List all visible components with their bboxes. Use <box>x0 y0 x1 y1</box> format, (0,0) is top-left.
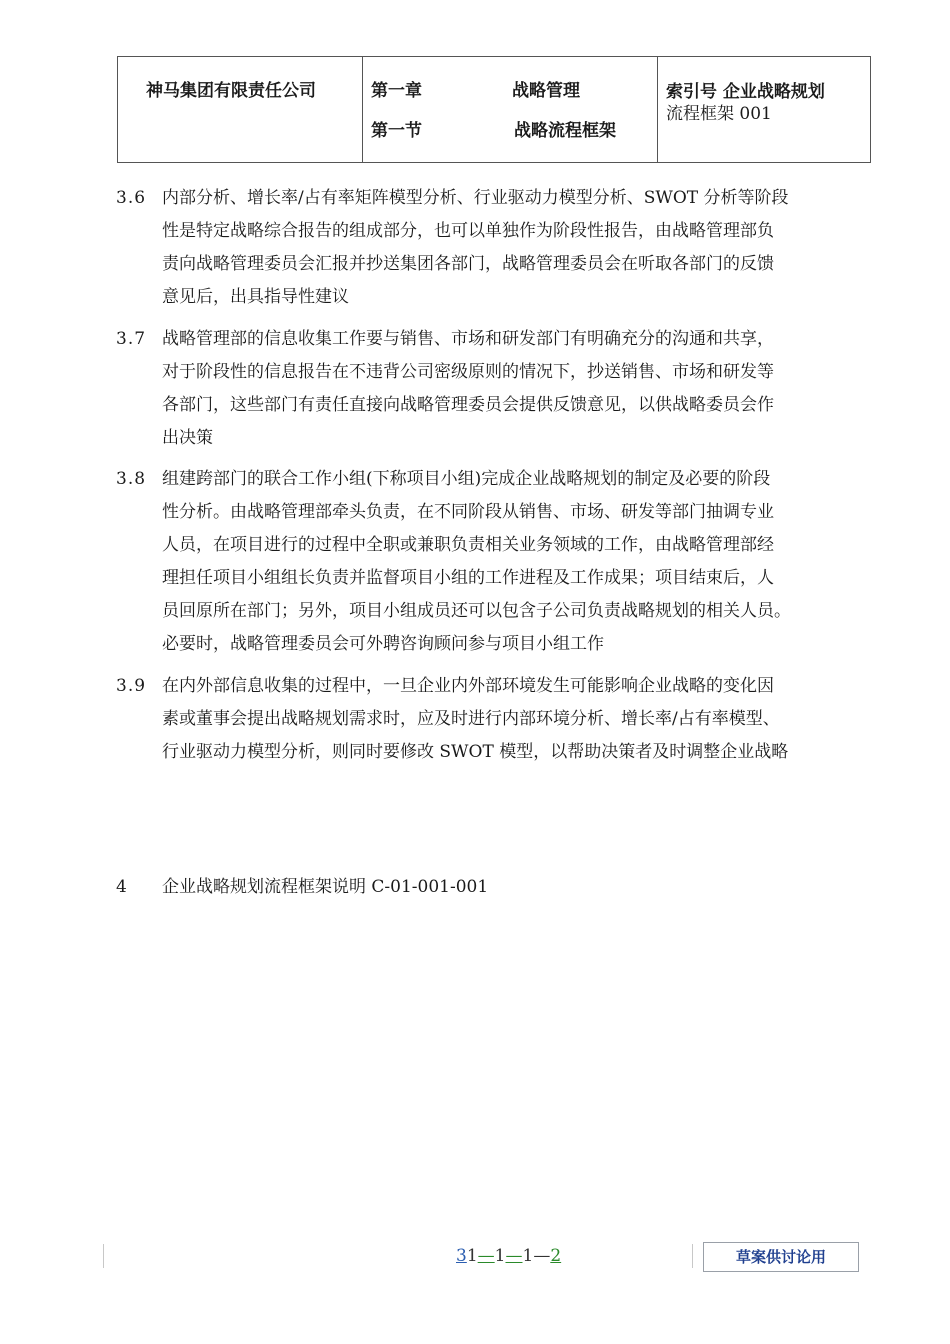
section-label: 第一节 <box>371 121 422 141</box>
paragraph-line: 战略管理部的信息收集工作要与销售、市场和研发部门有明确充分的沟通和共享， <box>162 329 774 349</box>
section-4-heading <box>116 872 488 902</box>
paragraph-3-9 <box>116 670 876 769</box>
paragraph-line: 性分析。由战略管理部牵头负责，在不同阶段从销售、市场、研发等部门抽调专业 <box>162 502 774 522</box>
page-number-part: 2 <box>550 1246 562 1266</box>
page-number-part: 1 <box>522 1246 534 1266</box>
paragraph-line: 员回原所在部门；另外，项目小组成员还可以包含子公司负责战略规划的相关人员。 <box>162 601 791 621</box>
page-number-dash: — <box>505 1246 523 1266</box>
draft-label-box: 草案供讨论用 <box>703 1242 859 1272</box>
paragraph-line: 人员，在项目进行的过程中全职或兼职负责相关业务领域的工作，由战略管理部经 <box>162 535 774 555</box>
paragraph-text <box>162 182 876 314</box>
chapter-title: 战略管理 <box>512 81 580 101</box>
header-chapter-cell <box>362 57 657 162</box>
index-line-1: 索引号 企业战略规划 <box>666 82 825 102</box>
paragraph-text <box>162 463 876 661</box>
paragraph-number: 3.7 <box>116 329 147 349</box>
paragraph-line: 素或董事会提出战略规划需求时，应及时进行内部环境分析、增长率/占有率模型、 <box>162 709 780 729</box>
paragraph-line: 出决策 <box>162 428 213 448</box>
header-index-cell <box>657 57 870 162</box>
paragraph-3-7 <box>116 323 876 455</box>
footer-divider-right <box>692 1244 693 1268</box>
page-number-dash: — <box>477 1246 495 1266</box>
page-number-part: 1 <box>494 1246 506 1266</box>
paragraph-line: 组建跨部门的联合工作小组(下称项目小组)完成企业战略规划的制定及必要的阶段 <box>162 469 771 489</box>
page-number-dash: — <box>533 1246 551 1266</box>
paragraph-line: 性是特定战略综合报告的组成部分，也可以单独作为阶段性报告，由战略管理部负 <box>162 221 774 241</box>
paragraph-line: 内部分析、增长率/占有率矩阵模型分析、行业驱动力模型分析、SWOT 分析等阶段 <box>162 188 789 208</box>
section-4-number: 4 <box>116 877 127 897</box>
paragraph-3-6 <box>116 182 876 314</box>
paragraph-number: 3.8 <box>116 469 147 489</box>
section-4-title: 企业战略规划流程框架说明 C-01-001-001 <box>162 877 489 897</box>
paragraph-line: 在内外部信息收集的过程中，一旦企业内外部环境发生可能影响企业战略的变化因 <box>162 676 774 696</box>
paragraph-line: 责向战略管理委员会汇报并抄送集团各部门，战略管理委员会在听取各部门的反馈 <box>162 254 774 274</box>
page-number <box>456 1246 561 1266</box>
paragraph-line: 理担任项目小组组长负责并监督项目小组的工作进程及工作成果；项目结束后，人 <box>162 568 774 588</box>
chapter-row <box>371 79 657 119</box>
paragraph-3-8 <box>116 463 876 661</box>
paragraph-line: 必要时，战略管理委员会可外聘咨询顾问参与项目小组工作 <box>162 634 604 654</box>
paragraph-number: 3.6 <box>116 188 147 208</box>
page-number-part: 1 <box>466 1246 478 1266</box>
paragraph-line: 对于阶段性的信息报告在不违背公司密级原则的情况下，抄送销售、市场和研发等 <box>162 362 774 382</box>
header-table <box>117 56 871 163</box>
chapter-label: 第一章 <box>371 81 422 101</box>
paragraph-text <box>162 323 876 455</box>
paragraph-line: 行业驱动力模型分析，则同时要修改 SWOT 模型，以帮助决策者及时调整企业战略 <box>162 742 789 762</box>
company-name: 神马集团有限责任公司 <box>146 81 316 101</box>
section-row <box>371 119 657 159</box>
header-company-cell <box>118 57 362 162</box>
paragraph-number: 3.9 <box>116 676 147 696</box>
paragraph-line: 意见后，出具指导性建议 <box>162 287 349 307</box>
footer-divider-left <box>103 1244 104 1268</box>
section-title: 战略流程框架 <box>514 121 616 141</box>
paragraph-line: 各部门，这些部门有责任直接向战略管理委员会提供反馈意见，以供战略委员会作 <box>162 395 774 415</box>
page-number-part: 3 <box>456 1246 467 1266</box>
index-line-2: 流程框架 001 <box>666 104 772 124</box>
paragraph-text <box>162 670 876 769</box>
